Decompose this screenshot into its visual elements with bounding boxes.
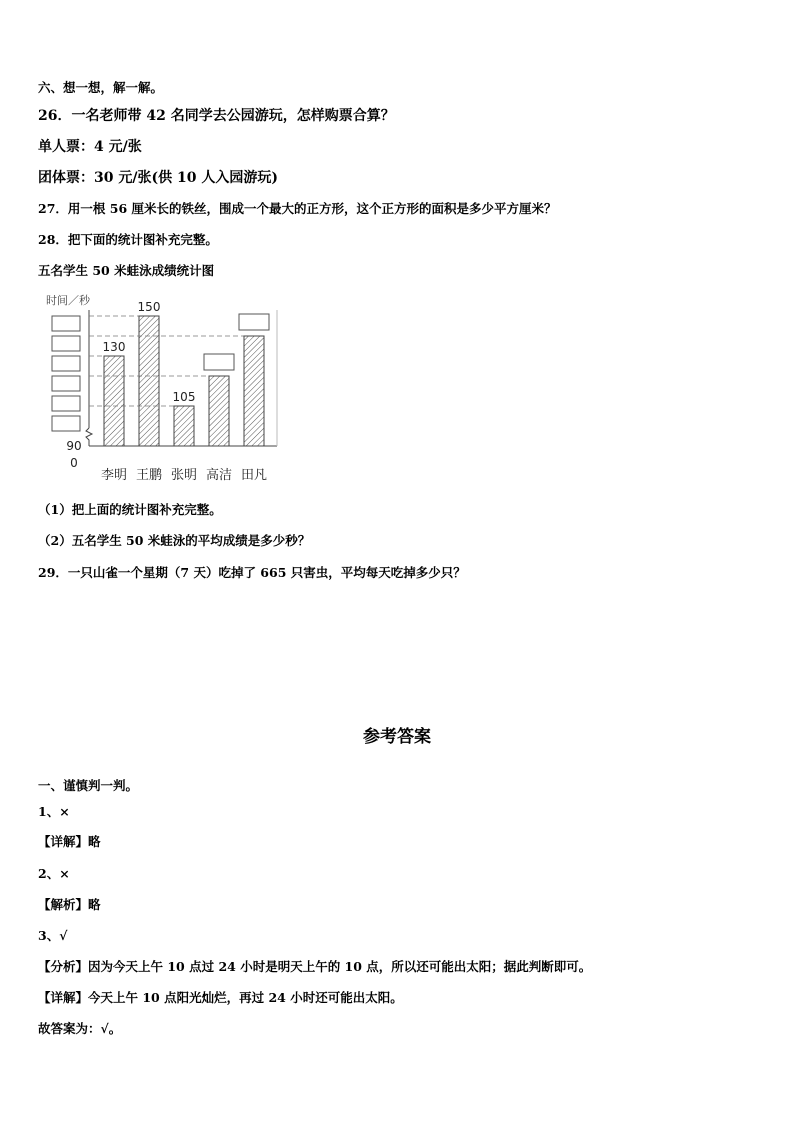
chart-title: 五名学生 50 米蛙泳成绩统计图: [38, 263, 215, 278]
answer-3-analysis: 【分析】因为今天上午 10 点过 24 小时是明天上午的 10 点，所以还可能出太阳；据此判断即可。: [38, 959, 592, 974]
bar-chart: [38, 286, 283, 486]
blank-box-y-tick: [52, 336, 80, 351]
blank-box-y-tick: [52, 416, 80, 431]
answer-1-detail: 【详解】略: [38, 834, 101, 849]
bar-value-label: 105: [172, 390, 196, 404]
category-label: 李明: [100, 468, 128, 483]
category-label: 田凡: [240, 468, 268, 483]
answer-3-conclusion: 故答案为：√。: [38, 1021, 122, 1036]
blank-box-y-tick: [52, 376, 80, 391]
category-label: 高洁: [205, 468, 233, 483]
axis-break-mark: [86, 428, 92, 446]
answer-3: 3、√: [38, 928, 68, 943]
bar-value-label: 130: [102, 340, 126, 354]
answer-2: 2、×: [38, 866, 70, 881]
answer-1: 1、×: [38, 804, 70, 819]
question-27: 27．用一根 56 厘米长的铁丝，围成一个最大的正方形，这个正方形的面积是多少平方厘米？: [38, 201, 557, 216]
question-28-part-2: （2）五名学生 50 米蛙泳的平均成绩是多少秒？: [38, 533, 311, 548]
category-label: 王鹏: [135, 468, 163, 483]
blank-box-y-tick: [52, 396, 80, 411]
bar: [174, 406, 194, 446]
blank-box-y-tick: [52, 316, 80, 331]
answers-title: 参考答案: [363, 727, 431, 747]
y-axis-label: 时间／秒: [46, 294, 90, 307]
answers-section-1: 一、谨慎判一判。: [38, 778, 139, 793]
bar: [244, 336, 264, 446]
section-6-heading: 六、想一想，解一解。: [38, 80, 164, 95]
category-label: 张明: [170, 468, 198, 483]
bar-value-label: 150: [137, 300, 161, 314]
question-28-part-1: （1）把上面的统计图补充完整。: [38, 502, 222, 517]
blank-box-bar-value: [204, 354, 234, 370]
y-tick-label: 0: [70, 456, 78, 470]
question-29: 29．一只山雀一个星期（7 天）吃掉了 665 只害虫，平均每天吃掉多少只？: [38, 565, 466, 580]
bar: [104, 356, 124, 446]
answer-3-detail: 【详解】今天上午 10 点阳光灿烂，再过 24 小时还可能出太阳。: [38, 990, 403, 1005]
y-tick-label: 90: [66, 439, 82, 453]
question-28: 28．把下面的统计图补充完整。: [38, 232, 218, 247]
question-26: 26．一名老师带 42 名同学去公园游玩，怎样购票合算？: [38, 108, 395, 124]
bar: [209, 376, 229, 446]
blank-box-y-tick: [52, 356, 80, 371]
question-26-single-ticket: 单人票：4 元/张: [38, 139, 142, 155]
answer-2-detail: 【解析】略: [38, 897, 101, 912]
question-26-group-ticket: 团体票：30 元/张(供 10 人入园游玩): [38, 170, 278, 186]
bar: [139, 316, 159, 446]
blank-box-bar-value: [239, 314, 269, 330]
